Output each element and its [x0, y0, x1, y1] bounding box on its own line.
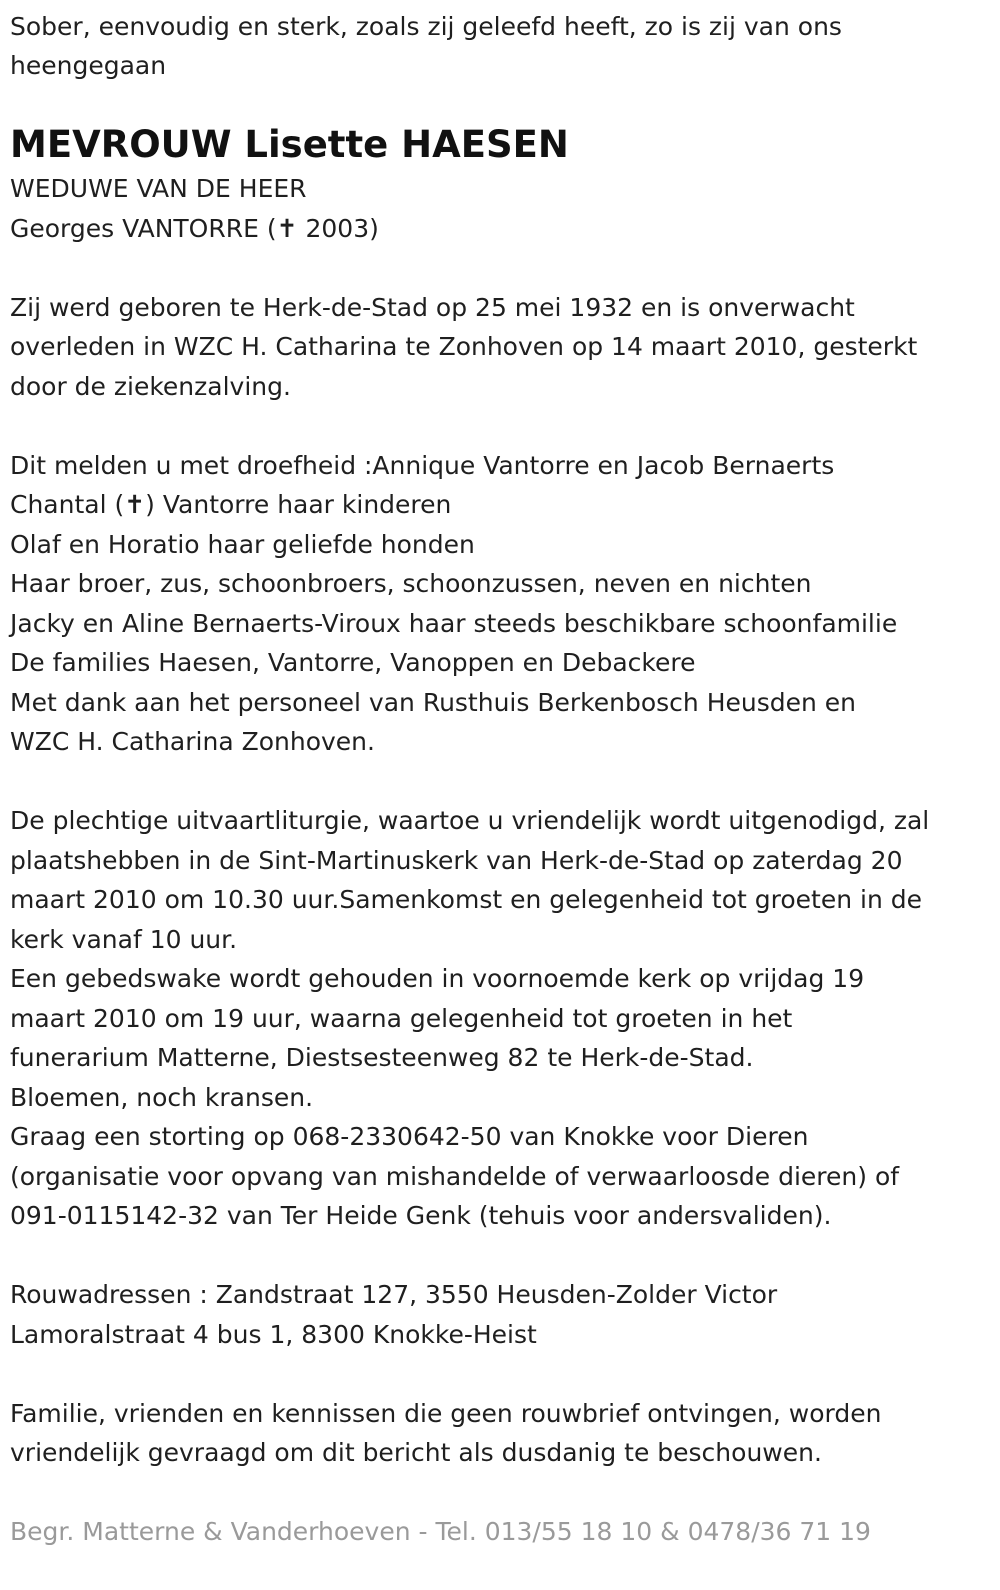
birth-death-paragraph: [10, 288, 985, 407]
obituary-notice: [10, 7, 985, 1473]
spouse-line-1: WEDUWE VAN DE HEER: [10, 174, 307, 203]
ceremony-line-5: Een gebedswake wordt gehouden in voornoemde kerk op vrijdag 19: [10, 964, 865, 993]
mourners-line-6: De families Haesen, Vantorre, Vanoppen en Debackere: [10, 648, 696, 677]
mourners-line-1: Dit melden u met droefheid :Annique Vantorre en Jacob Bernaerts: [10, 450, 835, 480]
ceremony-line-1: De plechtige uitvaartliturgie, waartoe u vriendelijk wordt uitgenodigd, zal: [10, 806, 930, 835]
addresses-line-1: Rouwadressen : Zandstraat 127, 3550 Heusden-Zolder Victor: [10, 1280, 778, 1309]
spacer: [10, 1236, 985, 1276]
mourners-line-3: Olaf en Horatio haar geliefde honden: [10, 529, 475, 559]
funeral-home-footer: Begr. Matterne & Vanderhoeven - Tel. 013/55 18 10 & 0478/36 71 19: [10, 1517, 871, 1546]
spacer: [10, 248, 985, 288]
mourners-line-8: WZC H. Catharina Zonhoven.: [10, 727, 375, 756]
intro-text: [10, 7, 985, 85]
ceremony-line-7: funerarium Matterne, Diestsesteenweg 82 te Herk-de-Stad.: [10, 1043, 754, 1072]
birth-death-line-3: door de ziekenzalving.: [10, 371, 291, 401]
ceremony-line-10: (organisatie voor opvang van mishandelde of verwaarloosde dieren) of: [10, 1161, 900, 1191]
addresses-paragraph: [10, 1275, 985, 1354]
ceremony-paragraph: [10, 801, 985, 1236]
mourners-paragraph: [10, 446, 985, 762]
closing-paragraph: [10, 1394, 985, 1473]
birth-death-line-1: Zij werd geboren te Herk-de-Stad op 25 mei 1932 en is onverwacht: [10, 292, 855, 322]
birth-death-line-2: overleden in WZC H. Catharina te Zonhoven op 14 maart 2010, gesterkt: [10, 332, 918, 361]
deceased-name: MEVROUW Lisette HAESEN: [10, 123, 569, 166]
intro-line-1: Sober, eenvoudig en sterk, zoals zij geleefd heeft, zo is zij van ons: [10, 12, 842, 41]
addresses-line-2: Lamoralstraat 4 bus 1, 8300 Knokke-Heist: [10, 1319, 537, 1349]
spacer: [10, 762, 985, 802]
ceremony-line-2: plaatshebben in de Sint-Martinuskerk van Herk-de-Stad op zaterdag 20: [10, 845, 903, 875]
spouse-line-2: Georges VANTORRE (✝ 2003): [10, 213, 379, 243]
mourners-line-2: Chantal (✝) Vantorre haar kinderen: [10, 490, 452, 519]
mourners-line-5: Jacky en Aline Bernaerts-Viroux haar steeds beschikbare schoonfamilie: [10, 608, 898, 638]
ceremony-line-3: maart 2010 om 10.30 uur.Samenkomst en gelegenheid tot groeten in de: [10, 885, 923, 914]
intro-line-2: heengegaan: [10, 51, 167, 80]
closing-line-1: Familie, vrienden en kennissen die geen rouwbrief ontvingen, worden: [10, 1398, 882, 1428]
ceremony-line-9: Graag een storting op 068-2330642-50 van Knokke voor Dieren: [10, 1122, 809, 1151]
spacer: [10, 1354, 985, 1394]
mourners-line-7: Met dank aan het personeel van Rusthuis Berkenbosch Heusden en: [10, 687, 857, 717]
ceremony-line-4: kerk vanaf 10 uur.: [10, 924, 238, 954]
closing-line-2: vriendelijk gevraagd om dit bericht als dusdanig te beschouwen.: [10, 1438, 822, 1467]
ceremony-line-8: Bloemen, noch kransen.: [10, 1082, 314, 1112]
spouse-info: [10, 169, 985, 248]
ceremony-line-11: 091-0115142-32 van Ter Heide Genk (tehuis voor andersvaliden).: [10, 1201, 832, 1230]
mourners-line-4: Haar broer, zus, schoonbroers, schoonzussen, neven en nichten: [10, 569, 812, 598]
spacer: [10, 406, 985, 446]
ceremony-line-6: maart 2010 om 19 uur, waarna gelegenheid tot groeten in het: [10, 1003, 793, 1033]
